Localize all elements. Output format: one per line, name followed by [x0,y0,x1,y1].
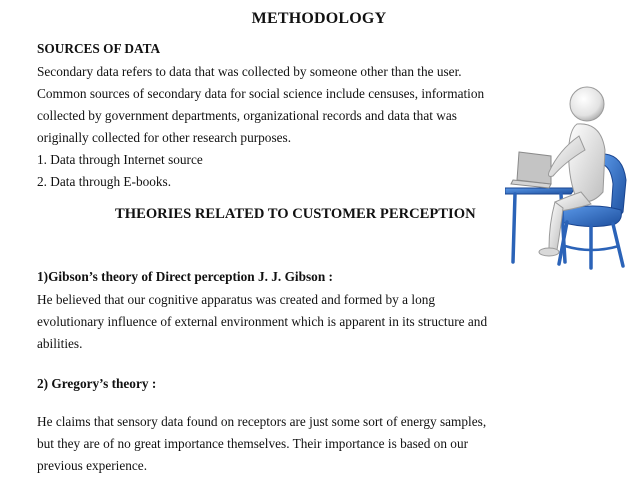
sources-line: collected by government departments, organizational records and data that was [37,108,457,123]
gregory-line: He claims that sensory data found on receptors are just some sort of energy samples, [37,414,487,429]
sources-list-item: 1. Data through Internet source [37,152,203,167]
gregory-heading: 2) Gregory’s theory : [37,376,157,391]
gibson-heading: 1)Gibson’s theory of Direct perception J. J. Gibson : [37,269,333,284]
person-at-laptop-icon [505,84,635,274]
gregory-line: previous experience. [37,458,148,473]
gibson-line: abilities. [37,336,83,351]
sources-line: Secondary data refers to data that was collected by someone other than the user. [37,64,462,79]
gibson-line: evolutionary influence of external environment which is apparent in its structure and [37,314,488,329]
gregory-line: but they are of no great importance themselves. Their importance is based on our [37,436,469,451]
sources-heading: SOURCES OF DATA [37,41,161,56]
theories-heading: THEORIES RELATED TO CUSTOMER PERCEPTION [115,206,476,222]
page-title: METHODOLOGY [251,10,387,27]
gibson-line: He believed that our cognitive apparatus was created and formed by a long [37,292,436,307]
sources-line: originally collected for other research purposes. [37,130,292,145]
sources-list-item: 2. Data through E-books. [37,174,172,189]
sources-line: Common sources of secondary data for social science include censuses, information [37,86,485,101]
